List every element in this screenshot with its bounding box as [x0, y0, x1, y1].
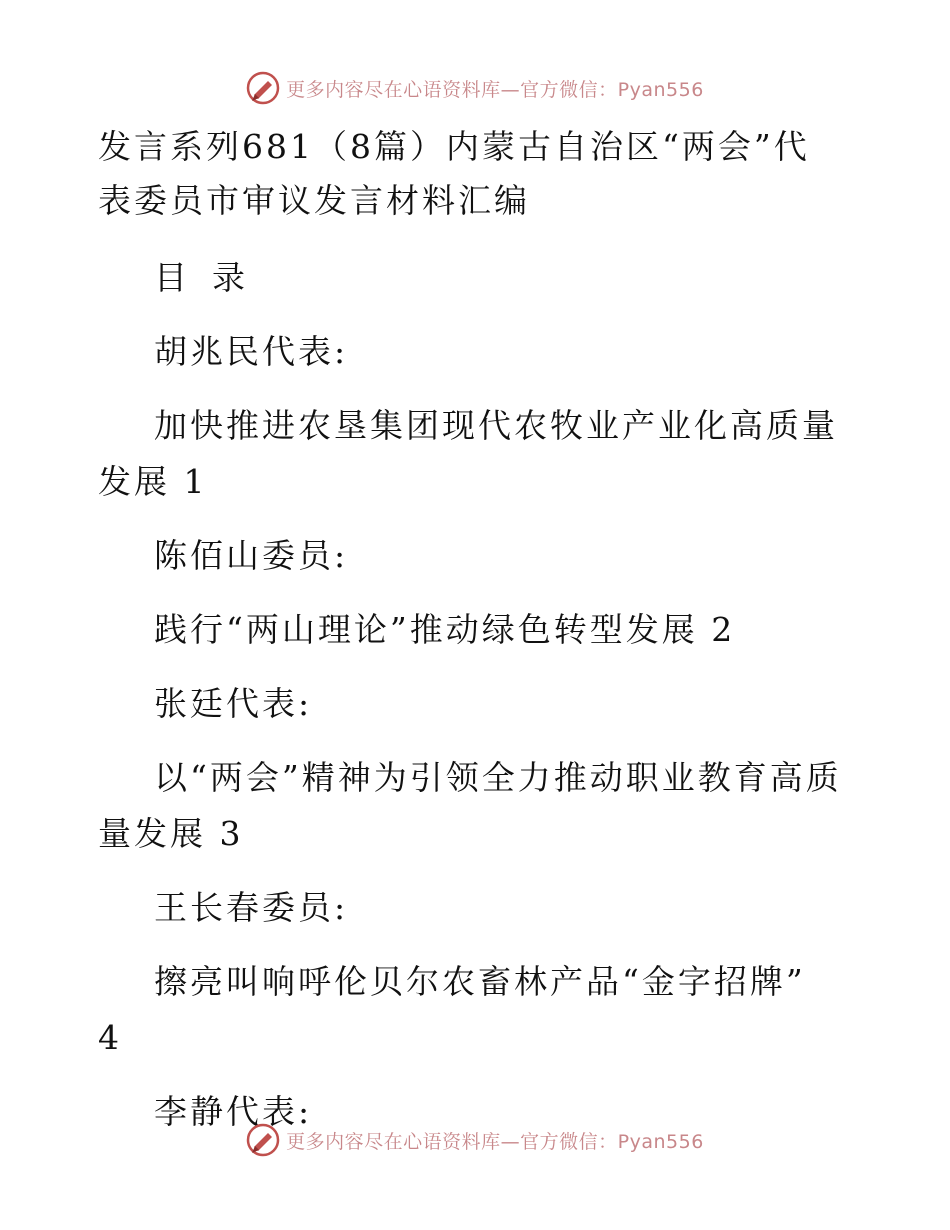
pen-logo-icon [246, 71, 280, 105]
toc-topic: 以“两会”精神为引领全力推动职业教育高质量发展 3 [98, 758, 842, 853]
toc-heading [98, 250, 843, 306]
toc-topic: 加快推进农垦集团现代农牧业产业化高质量发展 1 [98, 406, 838, 501]
watermark-text: 更多内容尽在心语资料库—官方微信：Pyan556 [286, 78, 704, 101]
toc-topic: 践行“两山理论”推动绿色转型发展 2 [154, 610, 736, 649]
toc-speaker: 王长春委员: [154, 888, 349, 927]
footer-watermark-banner [0, 1120, 950, 1160]
header-watermark-banner [0, 68, 950, 108]
toc-speaker: 李静代表: [154, 1092, 313, 1131]
toc-topic: 擦亮叫响呼伦贝尔农畜林产品“金字招牌” 4 [98, 962, 806, 1057]
toc-speaker: 胡兆民代表: [154, 332, 349, 371]
toc-speaker: 陈佰山委员: [154, 536, 349, 575]
toc-heading-left: 目 [154, 258, 190, 297]
toc-speaker: 张廷代表: [154, 684, 313, 723]
pen-logo-icon [246, 1123, 280, 1157]
watermark-text: 更多内容尽在心语资料库—官方微信：Pyan556 [286, 1130, 704, 1153]
toc-heading-right: 录 [212, 258, 248, 297]
document-page [98, 120, 843, 1158]
document-title: 发言系列681（8篇）内蒙古自治区“两会”代表委员市审议发言材料汇编 [98, 127, 810, 220]
